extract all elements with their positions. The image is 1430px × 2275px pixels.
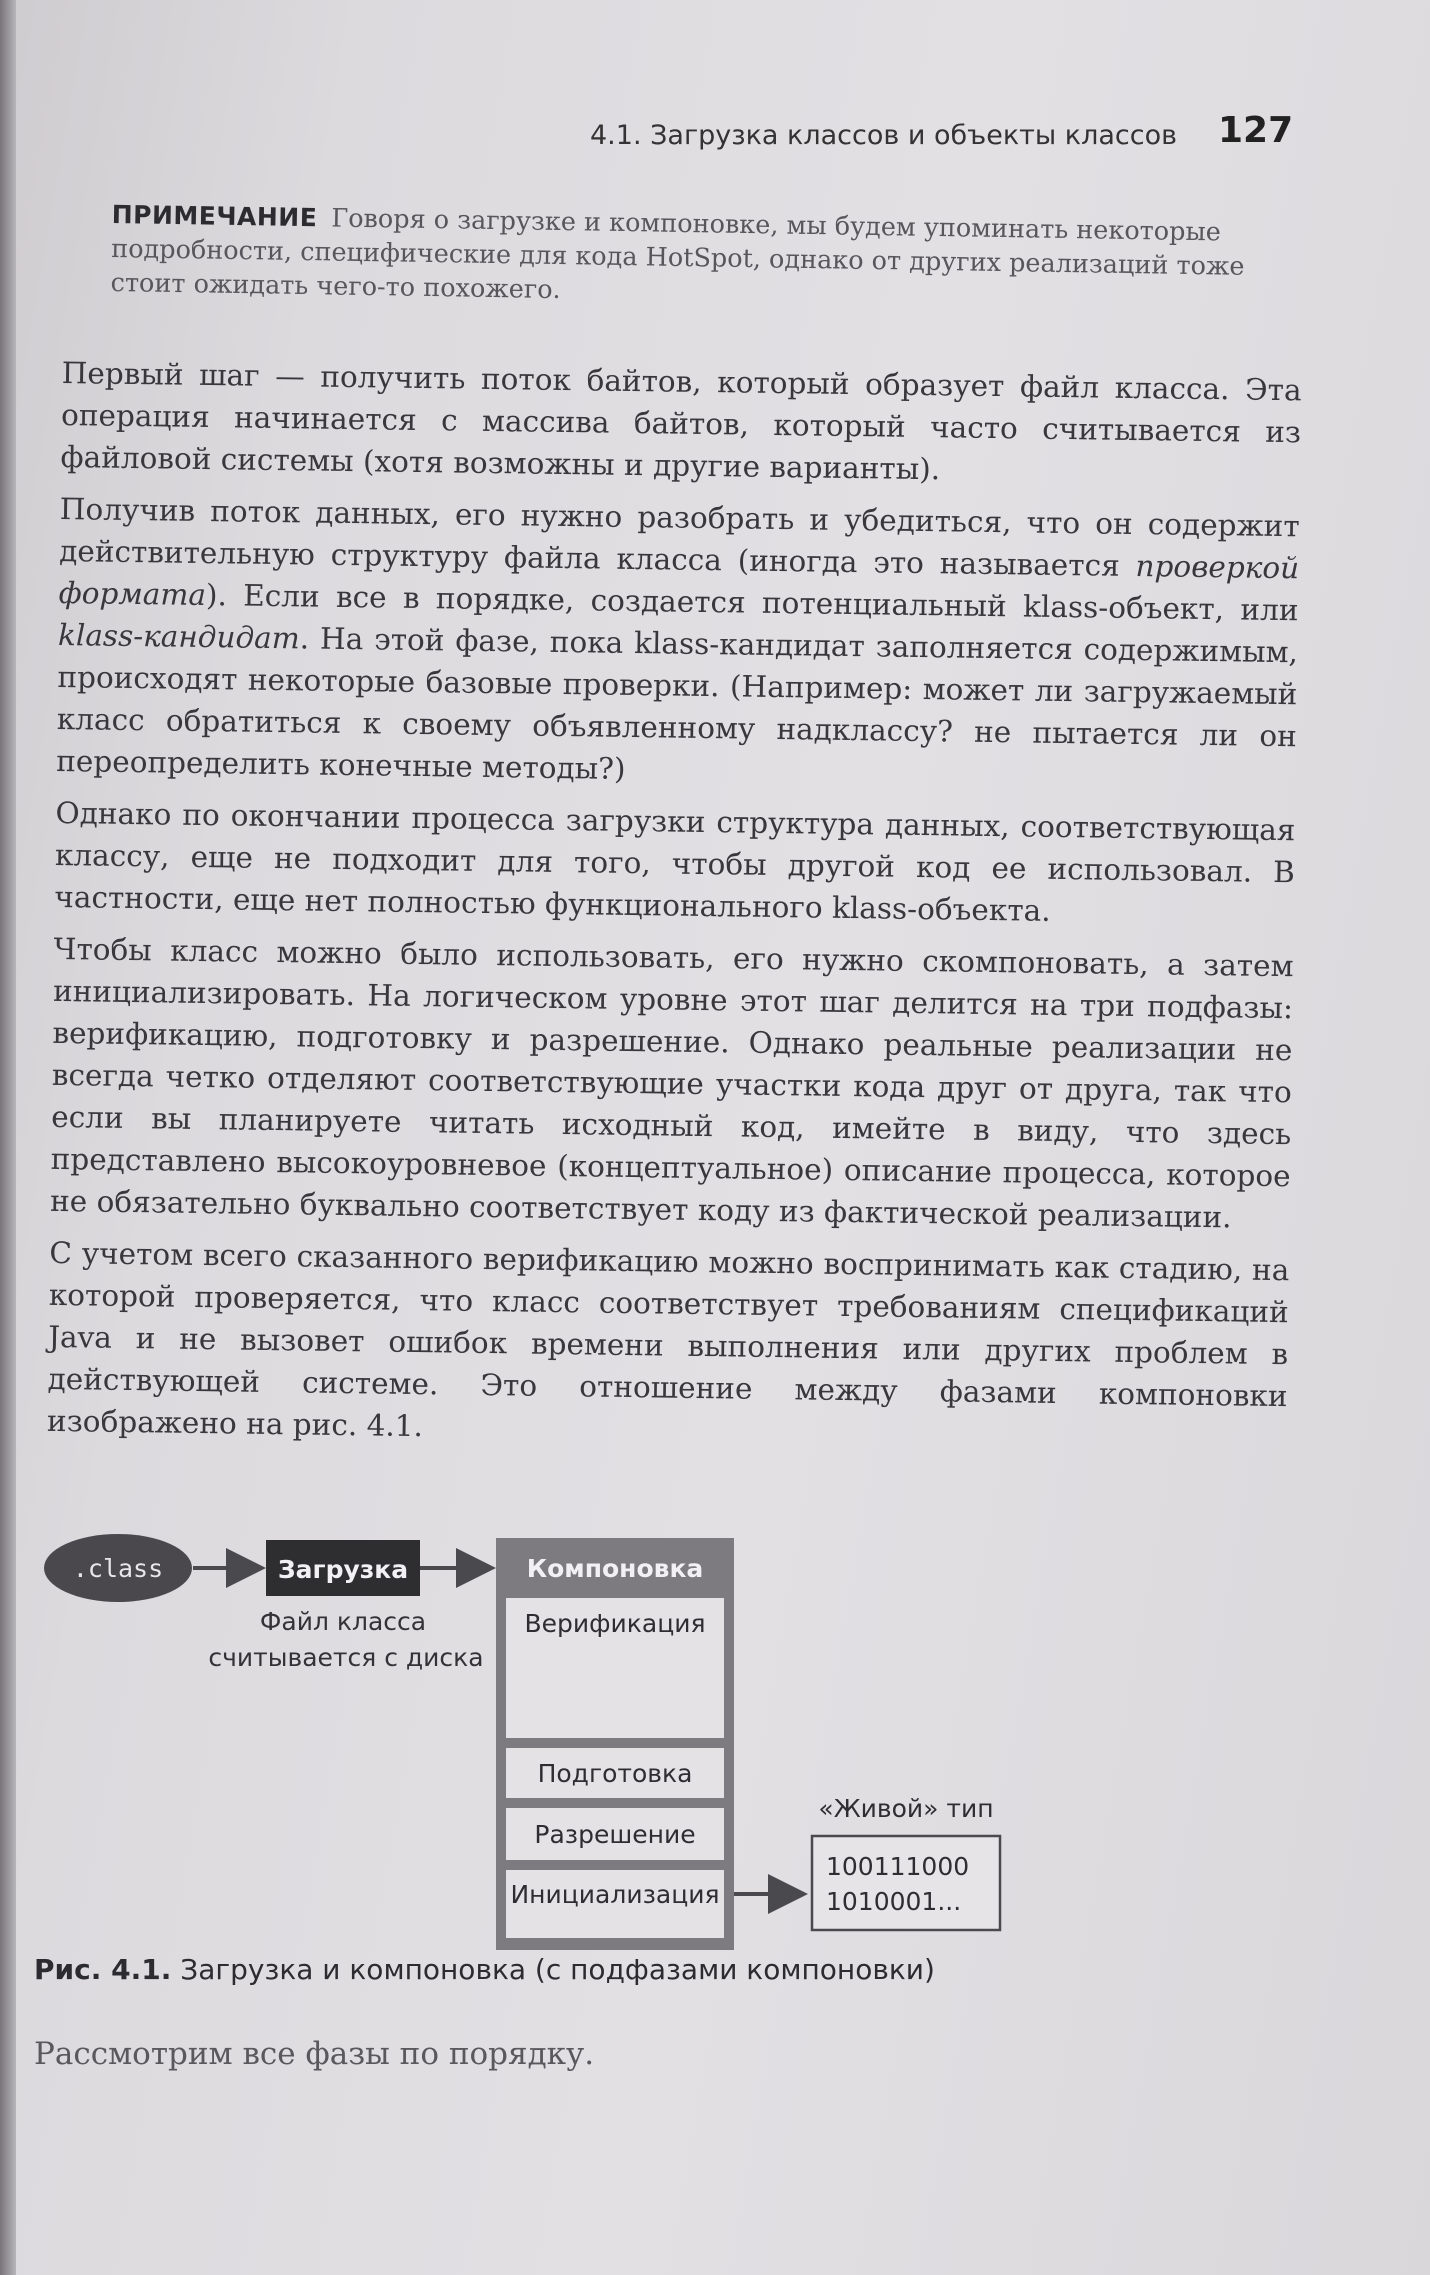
phase-initialization-label: Инициализация xyxy=(510,1880,720,1909)
figure-caption xyxy=(34,1953,935,1986)
linking-title: Компоновка xyxy=(526,1554,704,1583)
section-title: 4.1. Загрузка классов и объекты классов xyxy=(590,120,1178,151)
phase-preparation-label: Подготовка xyxy=(537,1759,693,1788)
paragraph-2-part-a: Получив поток данных, его нужно разобрать и убедиться, что он содержит действительную структуру файла класса (иногда это называется xyxy=(58,491,1300,584)
phase-resolution-label: Разрешение xyxy=(534,1820,696,1849)
live-type-line-2: 1010001... xyxy=(826,1887,962,1916)
note-label: ПРИМЕЧАНИЕ xyxy=(111,199,318,233)
body-text xyxy=(47,352,1302,1469)
paragraph-1: Первый шаг — получить поток байтов, который образует файл класса. Эта операция начинается с массива байтов, который часто считывается из файловой системы (хотя возможны и другие варианты). xyxy=(60,355,1302,487)
paragraph-2 xyxy=(56,488,1300,799)
class-file-label: .class xyxy=(72,1554,164,1583)
live-type-label: «Живой» тип xyxy=(818,1794,994,1823)
figure-4-1-diagram xyxy=(0,1520,1430,1970)
paragraph-5: С учетом всего сказанного верификацию можно воспринимать как стадию, на которой проверяется, что класс соответствует требованиям спецификаций Java и не вызовет ошибок времени выполнения или других проблем в действующей системе. Это отношение между фазами компоновки изображено на рис. 4.1. xyxy=(46,1235,1290,1444)
phase-verification-label: Верификация xyxy=(524,1609,706,1638)
paragraph-2-part-c: . На этой фазе, пока klass-кандидат заполняется содержимым, происходят некоторые базовые проверки. (Например: может ли загружаемый класс обратиться к своему объявленному надклассу? не пытается ли он переопределить конечные методы?) xyxy=(56,621,1299,786)
note-text: Говоря о загрузке и компоновке, мы будем упоминать некоторые подробности, специфические для кода HotSpot, однако от других реализаций тоже стоит ожидать чего-то похожего. xyxy=(110,203,1245,306)
paragraph-3: Однако по окончании процесса загрузки структура данных, соответствующая классу, еще не подходит для того, чтобы другой код ее использовал. В частности, еще нет полностью функционального klass-объекта. xyxy=(54,795,1296,928)
term-format-check: проверкой формата xyxy=(58,549,1300,613)
figure-caption-text: Загрузка и компоновка (с подфазами компоновки) xyxy=(171,1953,935,1986)
note-block xyxy=(110,198,1291,319)
page-number: 127 xyxy=(1218,110,1294,151)
live-type-line-1: 100111000 xyxy=(826,1852,970,1881)
term-klass-candidate: klass-кандидат xyxy=(57,617,300,656)
final-paragraph: Рассмотрим все фазы по порядку. xyxy=(34,2036,595,2072)
figure-caption-label: Рис. 4.1. xyxy=(34,1953,172,1986)
paragraph-4: Чтобы класс можно было использовать, его нужно скомпоновать, а затем инициализировать. На логическом уровне этот шаг делится на три подфазы: верификацию, подготовку и разрешение. Однако реальные реализации не всегда четко отделяют соответствующие участки кода друг от друга, так что если вы планируете читать исходный код, имейте в виду, что здесь представлено высокоуровневое (концептуальное) описание процесса, которое не обязательно буквально соответствует коду из фактической реализации. xyxy=(49,931,1294,1235)
load-caption-line-1: Файл класса xyxy=(259,1607,427,1636)
load-box-label: Загрузка xyxy=(277,1555,409,1584)
load-caption-line-2: считывается с диска xyxy=(208,1643,484,1672)
paragraph-2-part-b: ). Если все в порядке, создается потенциальный klass-объект, или xyxy=(205,578,1299,628)
